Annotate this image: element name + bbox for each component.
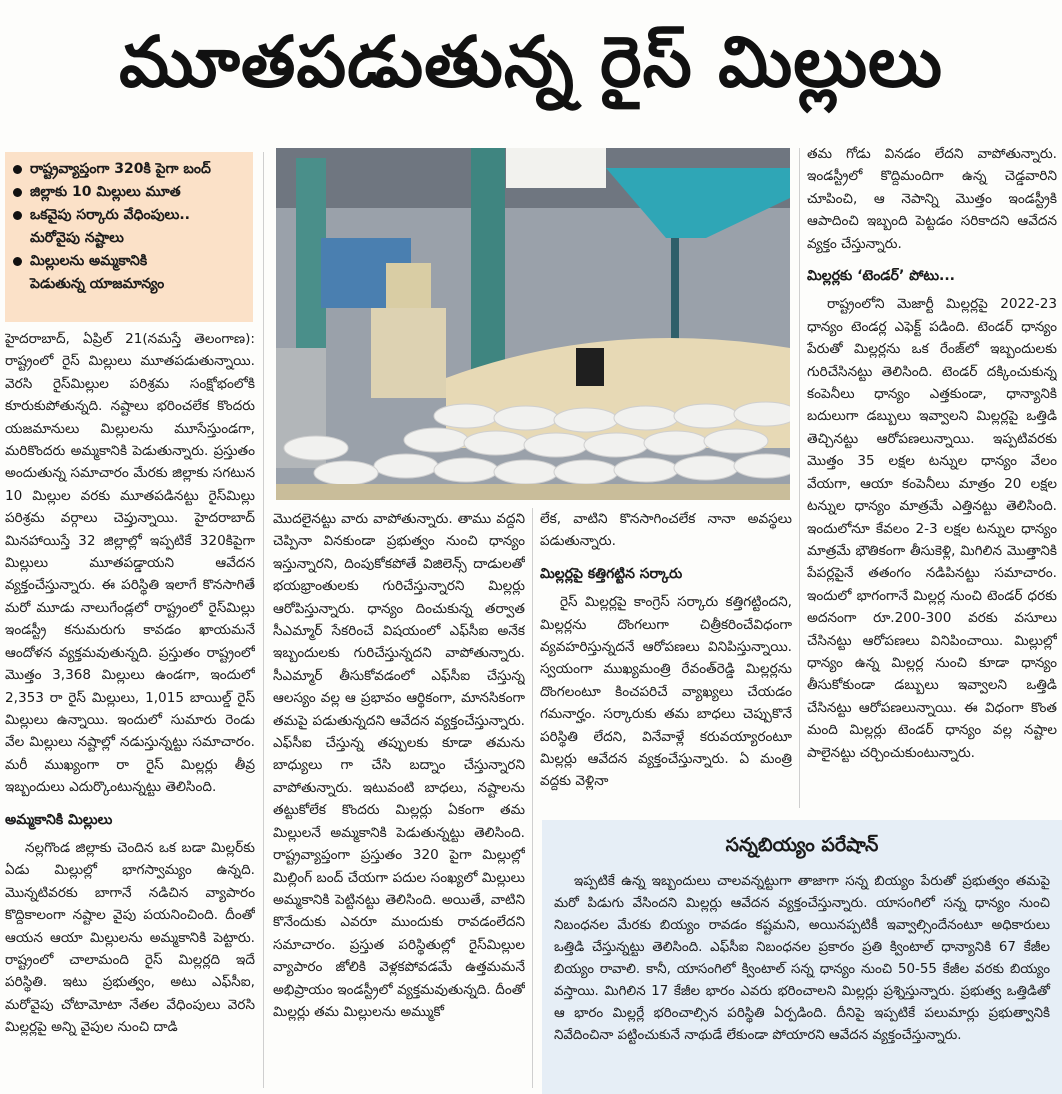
article-paragraph: తమ గోడు వినడం లేదని వాపోతున్నారు. ఇండస్ట్రీలో కొద్దిమందిగా ఉన్న చెడ్డవారిని చూపించి, ఆ నెపాన్ని మొత్తం ఇండస్ట్రీకి ఆపాదించి ఇబ్బంది పెట్టడం సరికాదని ఆవేదన వ్యక్తం చేస్తున్నారు.	[807, 146, 1057, 252]
column-4	[807, 143, 1057, 808]
highlight-item: జిల్లాకు 10 మిల్లులు మూత	[13, 181, 245, 204]
sidebar-paragraph: ఇప్పటికే ఉన్న ఇబ్బందులు చాలవన్నట్టుగా తాజాగా సన్న బియ్యం పేరుతో ప్రభుత్వం తమపై మరో పిడుగు వేసిందని మిల్లర్లు ఆవేదన వ్యక్తంచేస్తున్నారు. యాసంగిలో సన్న ధాన్యం నుంచి నిబంధనల మేరకు బియ్యం రావడం కష్టమని, అయినప్పటికీ ఇవ్వాల్సిందేనంటూ అధికారులు ఒత్తిడి చేస్తున్నట్టు తెలిసింది. ఎఫ్‌సీఐ నిబంధనల ప్రకారం ప్రతి క్వింటాల్‌ ధాన్యానికి 67 కేజీల బియ్యం రావాలి. కానీ, యాసంగిలో క్వింటాల్‌ సన్న ధాన్యం నుంచి 50-55 కేజీల వరకు బియ్యం వస్తాయి. మిగిలిన 17 కేజీల భారం ఎవరు భరించాలని మిల్లర్లు ప్రశ్నిస్తున్నారు. ప్రభుత్వ ఒత్తిడితో ఆ భారం మిల్లర్లే భరించాల్సిన పరిస్థితి ఏర్పడింది. దీనిపై ఇప్పటికే పలుమార్లు ప్రభుత్వానికి నివేదించినా పట్టించుకునే నాథుడే లేకుండా పోయారని ఆవేదన వ్యక్తంచేస్తున్నారు.	[554, 874, 1050, 1043]
sidebar-title: సన్నబియ్యం పరేషాన్‌	[725, 834, 879, 856]
rice-mill-illustration	[276, 148, 790, 500]
column-1	[5, 328, 255, 1088]
subheading: అమ్మకానికి మిల్లులు	[5, 811, 113, 828]
column-divider	[263, 152, 264, 1088]
highlight-item: ఒకవైపు సర్కారు వేధింపులు..	[13, 204, 245, 227]
bullet-icon	[13, 165, 22, 174]
sidebar-box	[542, 820, 1062, 1094]
article-paragraph: నల్లగొండ జిల్లాకు చెందిన ఒక బడా మిల్లర్‌కు ఏడు మిల్లుల్లో భాగస్వామ్యం ఉన్నది. మొన్నటివరకు బాగానే నడిచిన వ్యాపారం కొద్దికాలంగా నష్టాల వైపు పయనించింది. దీంతో ఆయన ఆయా మిల్లులను అమ్మకానికి పెట్టారు. రాష్ట్రంలో చాలామంది రైస్‌ మిల్లర్లది ఇదే పరిస్థితి. ఇటు ప్రభుత్వం, అటు ఎఫ్‌సీఐ, మరోవైపు చోటామోటా నేతల వేధింపులు వెరసి మిల్లర్లపై అన్ని వైపుల నుంచి దాడి	[5, 839, 255, 1036]
subheading: మిల్లర్లకు ‘టెండర్‌’ పోటు...	[807, 268, 956, 285]
bullet-icon	[13, 257, 22, 266]
column-divider	[532, 508, 533, 1088]
bullet-icon	[13, 211, 22, 220]
highlight-item: రాష్ట్రవ్యాప్తంగా 320కి పైగా బంద్‌	[13, 158, 245, 181]
bullet-icon	[13, 188, 22, 197]
highlight-continuation: పెడుతున్న యాజమాన్యం	[30, 276, 165, 292]
headline: మూతపడుతున్న రైస్‌ మిల్లులు	[119, 20, 943, 103]
column-3	[540, 508, 792, 808]
article-paragraph: మొదలైనట్టు వారు వాపోతున్నారు. తాము వద్దని చెప్పినా వినకుండా ప్రభుత్వం నుంచి ధాన్యం ఇస్తున్నారని, దింపుకోకపోతే విజిలెన్స్‌ దాడులతో భయభ్రాంతులకు గురిచేస్తున్నారని మిల్లర్లు ఆరోపిస్తున్నారు. ధాన్యం దించుకున్న తర్వాత సీఎమ్మార్‌ సేకరించే విషయంలో ఎఫ్‌సీఐ అనేక ఇబ్బందులకు గురిచేస్తున్నదని వాపోతున్నారు. సీఎమ్మార్‌ తీసుకోవడంలో ఎఫ్‌సీఐ చేస్తున్న ఆలస్యం వల్ల ఆ ప్రభావం ఆర్థికంగా, మానసికంగా తమపై పడుతున్నదని ఆవేదన వ్యక్తంచేస్తున్నారు. ఎఫ్‌సీఐ చేస్తున్న తప్పులకు కూడా తమను బాధ్యులు గా చేసి బద్నాం చేస్తున్నారని వాపోతున్నారు. ఇటువంటి బాధలు, నష్టాలను తట్టుకోలేక కొందరు మిల్లర్లు ఏకంగా తమ మిల్లులనే అమ్మకానికి పెడుతున్నట్టు తెలిసింది. రాష్ట్రవ్యాప్తంగా ప్రస్తుతం 320 పైగా మిల్లుల్లో మిల్లింగ్‌ బంద్‌ చేయగా పదుల సంఖ్యలో మిల్లులు అమ్మకానికి పెట్టినట్టు తెలిసింది. అయితే, వాటిని కొనేందుకు ఎవరూ ముందుకు రావడంలేదని సమాచారం. ప్రస్తుత పరిస్థితుల్లో రైస్‌మిల్లుల వ్యాపారం జోలికి వెళ్లకపోవడమే ఉత్తమమనే అభిప్రాయం ఇండస్ట్రీలో వ్యక్తమవుతున్నది. దీంతో మిల్లర్లు తమ మిల్లులను అమ్ముకో	[273, 511, 525, 1020]
highlight-continuation: మరోవైపు నష్టాలు	[30, 230, 124, 246]
column-2	[273, 508, 525, 1088]
column-divider	[799, 148, 800, 808]
article-paragraph: లేక, వాటిని కొనసాగించలేక నానా అవస్థలు పడుతున్నారు.	[540, 511, 792, 550]
rice-mill-photo	[276, 148, 790, 500]
highlights-box	[5, 152, 253, 322]
article-paragraph: హైదరాబాద్‌, ఏప్రిల్‌ 21(నమస్తే తెలంగాణ): రాష్ట్రంలో రైస్‌ మిల్లులు మూతపడుతున్నాయి. వెరసి రైస్‌మిల్లుల పరిశ్రమ సంక్షోభంలోకి కూరుకుపోతున్నది. నష్టాలు భరించలేక కొందరు యజమానులు మిల్లులను మూసేస్తుండగా, మరికొందరు అమ్మకానికి పెడుతున్నారు. ప్రస్తుతం అందుతున్న సమాచారం మేరకు జిల్లాకు సగటున 10 మిల్లుల వరకు మూతపడినట్టు రైస్‌మిల్లు పరిశ్రమ వర్గాలు చెప్తున్నాయి. హైదరాబాద్‌ మినహాయిస్తే 32 జిల్లాల్లో ఇప్పటికే 320కిపైగా మిల్లులు మూతపడ్డాయని ఆవేదన వ్యక్తంచేస్తున్నారు. ఈ పరిస్థితి ఇలాగే కొనసాగితే మరో మూడు నాలుగేండ్లలో రాష్ట్రంలో రైస్‌మిల్లు ఇండస్ట్రీ కనుమరుగు కావడం ఖాయమనే ఆందోళన వ్యక్తమవుతున్నది. ప్రస్తుతం రాష్ట్రంలో మొత్తం 3,368 మిల్లులు ఉండగా, ఇందులో 2,353 రా రైస్‌ మిల్లులు, 1,015 బాయిల్డ్‌ రైస్‌ మిల్లులు ఉన్నాయి. ఇందులో సుమారు రెండు వేల మిల్లులు నష్టాల్లో నడుస్తున్నట్టు సమాచారం. మరీ ముఖ్యంగా రా రైస్‌ మిల్లర్లు తీవ్ర ఇబ్బందులు ఎదుర్కొంటున్నట్టు తెలిసింది.	[5, 331, 255, 796]
subheading: మిల్లర్లపై కత్తిగట్టిన సర్కారు	[540, 565, 683, 582]
highlight-item: మిల్లులను అమ్మకానికి	[13, 250, 245, 273]
article-paragraph: రైస్‌ మిల్లర్లపై కాంగ్రెస్‌ సర్కారు కత్తిగట్టిందని, మిల్లర్లను దొంగలుగా చిత్రీకరించేవిధంగా వ్యవహరిస్తున్నదనే ఆరోపణలు వినిపిస్తున్నాయి. స్వయంగా ముఖ్యమంత్రి రేవంత్‌రెడ్డి మిల్లర్లను దొంగలంటూ కించపరిచే వ్యాఖ్యలు చేయడం గమనార్హం. సర్కారుకు తమ బాధలు చెప్పుకొనే పరిస్థితి లేదని, వినేవాళ్లే కరువయ్యారంటూ మిల్లర్లు ఆవేదన వ్యక్తంచేస్తున్నారు. ఏ మంత్రి వద్దకు వెళ్లినా	[540, 594, 792, 790]
article-paragraph: రాష్ట్రంలోని మెజార్టీ మిల్లర్లపై 2022-23 ధాన్యం టెండర్ల ఎఫెక్ట్‌ పడింది. టెండర్‌ ధాన్యం పేరుతో మిల్లర్లను ఒక రేంజ్‌లో ఇబ్బందులకు గురిచేసినట్టు తెలిసింది. టెండర్‌ దక్కించుకున్న కంపెనీలు ధాన్యం ఎత్తకుండా, ధాన్యానికి బదులుగా డబ్బులు ఇవ్వాలని మిల్లర్లపై ఒత్తిడి తెచ్చినట్టు ఆరోపణలున్నాయి. ఇప్పటివరకు మొత్తం 35 లక్షల టన్నుల ధాన్యం వేలం వేయగా, ఆయా కంపెనీలు మాత్రం 20 లక్షల టన్నుల ధాన్యం మాత్రమే ఎత్తినట్టు తెలిసింది. ఇందులోనూ కేవలం 2-3 లక్షల టన్నుల ధాన్యం మాత్రమే భౌతికంగా తీసుకెళ్లి, మిగిలిన మొత్తానికి పేపర్లపైనే తతంగం నడిపినట్టు సమాచారం. ఇందులో భాగంగానే మిల్లర్ల నుంచి టెండర్‌ ధరకు అదనంగా రూ.200-300 వరకు వసూలు చేసినట్టు ఆరోపణలు వినిపించాయి. మిల్లుల్లో ధాన్యం ఉన్న మిల్లర్ల నుంచి కూడా ధాన్యం తీసుకోకుండా డబ్బులు ఇవ్వాలని ఒత్తిడి చేసినట్టు ఆరోపణలున్నాయి. ఈ విధంగా కొంత మంది మిల్లర్లు టెండర్‌ ధాన్యం వల్ల నష్టాల పాలైనట్టు చర్చించుకుంటున్నారు.	[807, 296, 1057, 761]
